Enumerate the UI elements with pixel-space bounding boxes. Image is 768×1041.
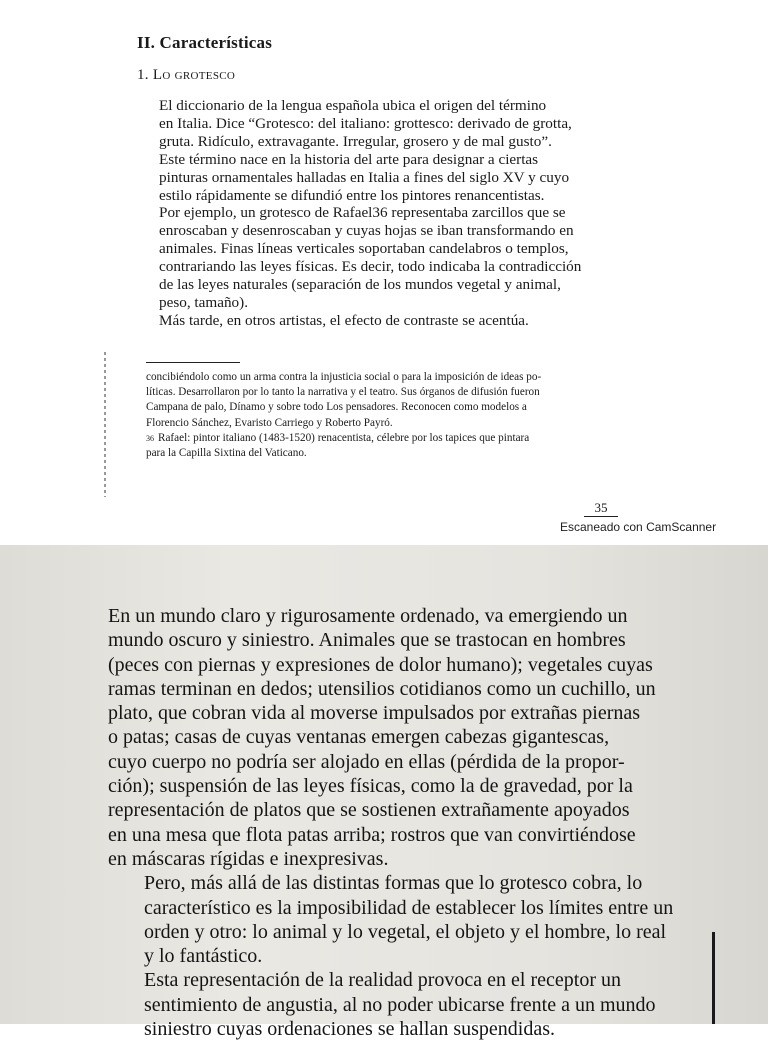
footnote-text: Rafael: pintor italiano (1483-1520) renacentista, célebre por los tapices que pintara bbox=[158, 431, 530, 444]
footnote-line: Florencio Sánchez, Evaristo Carriego y Roberto Payró. bbox=[146, 416, 393, 429]
text-line: animales. Finas líneas verticales soportaban candelabros o templos, bbox=[159, 240, 569, 258]
text-line: característico es la imposibilidad de establecer los límites entre un bbox=[144, 896, 674, 919]
text-line: Esta representación de la realidad provoca en el receptor un bbox=[144, 969, 621, 992]
paragraph bbox=[137, 97, 615, 151]
text-line: sentimiento de angustia, al no poder ubicarse frente a un mundo bbox=[144, 993, 656, 1016]
text-line: siniestro cuyas ordenaciones se hallan suspendidas. bbox=[144, 1018, 556, 1041]
text-line: ramas terminan en dedos; utensilios cotidianos como un cuchillo, un bbox=[108, 677, 656, 700]
subsection-title: 1. Lo grotesco bbox=[137, 67, 236, 83]
paragraph bbox=[137, 151, 615, 312]
text-line: Más tarde, en otros artistas, el efecto de contraste se acentúa. bbox=[159, 311, 529, 329]
footnote-line: líticas. Desarrollaron por lo tanto la narrativa y el teatro. Sus órganos de difusión fueron bbox=[146, 386, 540, 399]
text-line: ción); suspensión de las leyes físicas, como la de gravedad, por la bbox=[108, 775, 633, 798]
text-line: Por ejemplo, un grotesco de Rafael36 representaba zarcillos que se bbox=[159, 204, 566, 222]
footnote-line: para la Capilla Sixtina del Vaticano. bbox=[146, 447, 307, 460]
page1-body bbox=[137, 97, 615, 330]
text-line: en Italia. Dice “Grotesco: del italiano: grottesco: derivado de grotta, bbox=[159, 114, 572, 132]
text-line: mundo oscuro y siniestro. Animales que se trastocan en hombres bbox=[108, 629, 626, 652]
text-line: peso, tamaño). bbox=[159, 293, 248, 311]
text-line: Este término nace en la historia del arte para designar a ciertas bbox=[159, 150, 539, 168]
text-line: gruta. Ridículo, extravagante. Irregular, grosero y de mal gusto”. bbox=[159, 132, 552, 150]
scan-margin-mark bbox=[712, 932, 715, 1024]
footnote-line: concibiéndolo como un arma contra la injusticia social o para la imposición de ideas po- bbox=[146, 371, 542, 383]
text-line: En un mundo claro y rigurosamente ordenado, va emergiendo un bbox=[108, 605, 628, 627]
text-line: y lo fantástico. bbox=[144, 945, 263, 968]
text-line: orden y otro: lo animal y lo vegetal, el objeto y el hombre, lo real bbox=[144, 920, 667, 943]
page2-body bbox=[108, 604, 684, 1041]
text-line: cuyo cuerpo no podría ser alojado en ellas (pérdida de la propor- bbox=[108, 750, 625, 773]
paragraph bbox=[108, 871, 684, 968]
footnote-divider bbox=[146, 362, 240, 363]
page-number: 35 bbox=[594, 500, 608, 515]
text-line: representación de platos que se sostienen extrañamente apoyados bbox=[108, 799, 630, 822]
text-line: de las leyes naturales (separación de los mundos vegetal y animal, bbox=[159, 276, 561, 294]
text-line: El diccionario de la lengua española ubica el origen del término bbox=[159, 97, 547, 114]
footnote-line bbox=[146, 431, 612, 446]
text-line: enroscaban y desenroscaban y cuyas hojas se iban transformando en bbox=[159, 222, 574, 240]
text-line: estilo rápidamente se difundió entre los pintores renancentistas. bbox=[159, 186, 545, 204]
paragraph bbox=[108, 968, 684, 1041]
text-line: Pero, más allá de las distintas formas que lo grotesco cobra, lo bbox=[144, 872, 643, 895]
text-line: (peces con piernas y expresiones de dolor humano); vegetales cuyas bbox=[108, 653, 653, 676]
footnote bbox=[146, 431, 612, 461]
paragraph bbox=[137, 312, 615, 330]
footnote-number: 36 bbox=[146, 433, 154, 443]
text-line: en máscaras rígidas e inexpresivas. bbox=[108, 847, 389, 870]
paragraph bbox=[108, 604, 684, 871]
text-line: pinturas ornamentales halladas en Italia a fines del siglo XV y cuyo bbox=[159, 168, 570, 186]
text-line: o patas; casas de cuyas ventanas emergen cabezas gigantescas, bbox=[108, 726, 610, 749]
text-line: contrariando las leyes físicas. Es decir, todo indicaba la contradicción bbox=[159, 258, 582, 276]
text-line: en una mesa que flota patas arriba; rostros que van convirtiéndose bbox=[108, 823, 636, 846]
text-line: plato, que cobran vida al moverse impulsados por extrañas piernas bbox=[108, 702, 641, 725]
section-title: II. Características bbox=[137, 33, 273, 52]
scan-edge-artifact bbox=[104, 352, 106, 497]
footnote-line: Campana de palo, Dínamo y sobre todo Los pensadores. Reconocen como modelos a bbox=[146, 401, 527, 414]
footnote bbox=[146, 370, 612, 431]
footnotes bbox=[146, 370, 612, 461]
page-number-rule bbox=[584, 516, 618, 517]
scanner-watermark: Escaneado con CamScanner bbox=[560, 520, 717, 534]
